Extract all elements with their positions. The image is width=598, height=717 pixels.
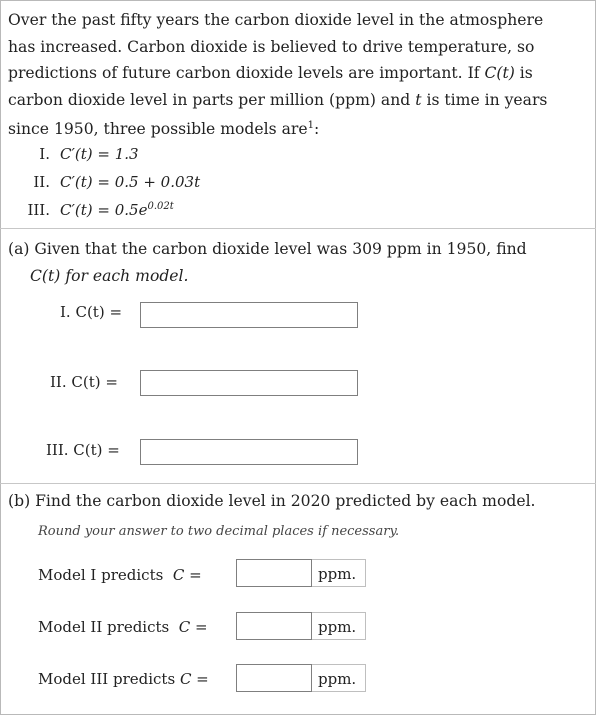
part-a-line-1: (a) Given that the carbon dioxide level was 309 ppm in 1950, find [8,240,527,258]
part-a-label-2: II. C(t) = [50,373,118,391]
unit-label-2: ppm. [312,612,366,640]
intro-line-1: Over the past fifty years the carbon dioxide level in the atmosphere [8,11,544,29]
model-3: III. $C'(t) = 0.5e^{0.02t}$ [27,201,174,219]
section-divider [0,228,596,229]
section-divider-2 [0,483,596,484]
ppm-field-model-1[interactable] [236,559,312,587]
part-b-label-3: Model III predicts C = [38,670,209,688]
answer-field-model-3[interactable] [140,439,358,465]
intro-line-3: predictions of future carbon dioxide levels are important. If C(t) is [8,64,533,83]
unit-label-3: ppm. [312,664,366,692]
part-a-line-2: C(t) for each model. [30,266,189,285]
part-b-label-1: Model I predicts C = [38,566,202,584]
intro-line-5: since 1950, three possible models are$^1$: [8,120,320,139]
ppm-field-model-3[interactable] [236,664,312,692]
answer-field-model-1[interactable] [140,302,358,328]
answer-field-model-2[interactable] [140,370,358,396]
rounding-note: Round your answer to two decimal places if necessary. [38,524,400,539]
unit-label-1: ppm. [312,559,366,587]
ppm-field-model-2[interactable] [236,612,312,640]
intro-line-4: carbon dioxide level in parts per million (ppm) and t is time in years [8,90,548,109]
problem-intro [8,7,588,143]
footnote-marker: 1 [307,120,314,132]
intro-line-2: has increased. Carbon dioxide is believed to drive temperature, so [8,37,535,56]
part-b-label-2: Model II predicts C = [38,618,208,636]
part-a-label-1: I. C(t) = [60,303,123,321]
model-1: I. C′(t) = 1.3 [39,145,139,163]
model-2: II. C′(t) = 0.5 + 0.03t [33,173,201,191]
part-a-label-3: III. C(t) = [46,441,120,459]
part-a-prompt [8,236,588,289]
part-b-prompt: (b) Find the carbon dioxide level in 2020 predicted by each model. [8,492,536,510]
